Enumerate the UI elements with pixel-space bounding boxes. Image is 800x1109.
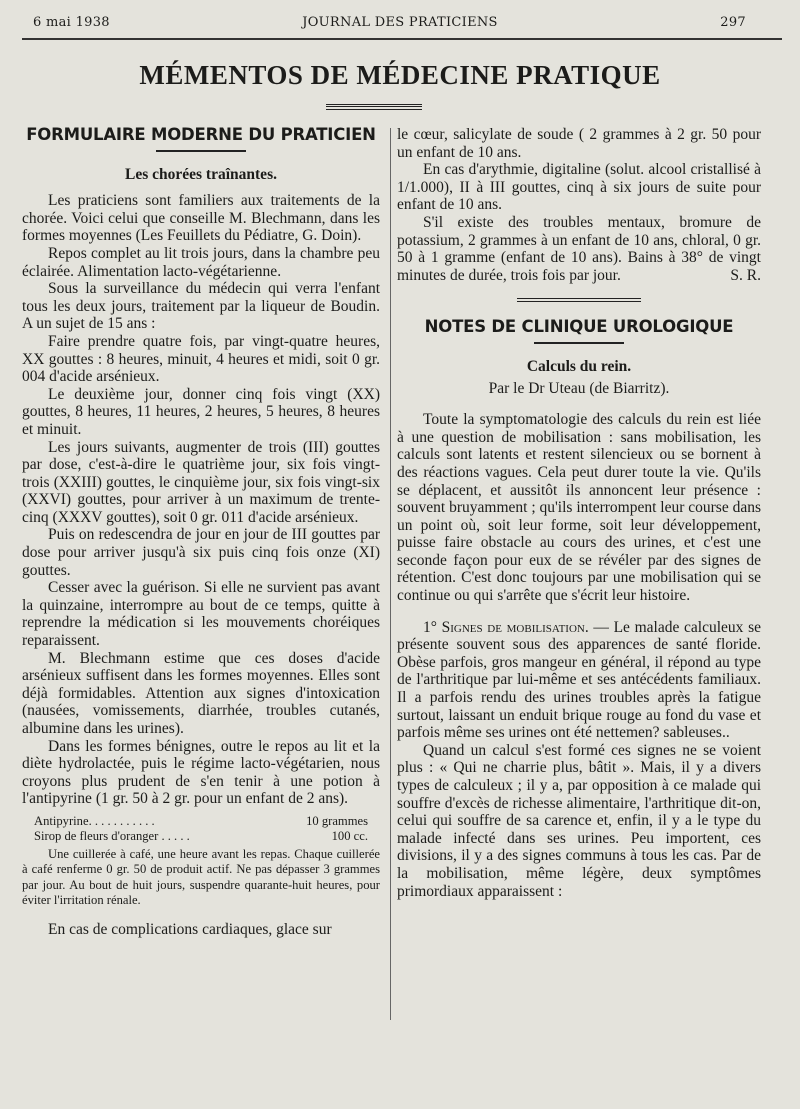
right-column: [397, 126, 761, 900]
article-byline: Par le Dr Uteau (de Biarritz).: [488, 379, 670, 397]
paragraph: Les praticiens sont familiers aux traitements de la chorée. Voici celui que conseille M. Blechmann, dans les formes moyennes (Les Feuillets du Pédiatre, G. Doin).: [22, 192, 380, 245]
masthead-rule: [326, 104, 422, 110]
masthead-title: MÉMENTOS DE MÉDECINE PRATIQUE: [139, 60, 661, 90]
section-rule: [534, 342, 624, 344]
prescription: [22, 814, 380, 845]
paragraph: [397, 214, 761, 284]
paragraph: Toute la symptomatologie des calculs du rein est liée à une question de mobilisation : sans mobilisation, les calculs sont latents et restent silencieux ou se bornent à des réactions vagues. Cela peut durer toute la vie. Qu'ils se déplacent, et aussitôt ils annoncent leur présence : souvent bruyamment ; qu'ils interrompent leur course dans un point où, soit leur forme, soit leur développement, puisse faire obstacle au cours des urines, et c'est une seconde façon pour eux de se révéler par des signes de rétention. C'est donc toujours par une mobilisation qui se continue ou qui s'arrête que s'écrit leur histoire.: [397, 411, 761, 605]
paragraph: En cas d'arythmie, digitaline (solut. alcool cristallisé à 1/1.000), II à III gouttes, cinq à six jours de suite pour enfant de 10 ans.: [397, 161, 761, 214]
paragraph: Les jours suivants, augmenter de trois (III) gouttes par dose, c'est-à-dire le quatrième jour, six fois vingt-trois (XXIII) gouttes, le cinquième jour, six fois vingt-six (XXVI) gouttes, pour arriver à un maximum de trente-cinq (XXXV gouttes), soit 0 gr. 011 d'acide arsénieux.: [22, 438, 380, 526]
paragraph: Quand un calcul s'est formé ces signes ne se voient plus : « Qui ne charrie plus, bâtit ». Mais, il y a divers types de calculeux ; il y a, par opposition à ce malade qui souffre d'excès de richesse alimentaire, l'arthritique dit-on, celui qui souffre de sa carence et, enfin, il y a le type du malade infecté dans ses urines. Peu importent, ces divisions, il y a des signes communs à tous les cas. Par de la mobilisation, même légère, deux symptômes primordiaux apparaissent :: [397, 741, 761, 900]
paragraph: le cœur, salicylate de soude ( 2 grammes à 2 gr. 50 pour un enfant de 10 ans.: [397, 126, 761, 161]
paragraph: Dans les formes bénignes, outre le repos au lit et la diète hydrolactée, puis le régime lacto-végétarien, nous croyons plus prudent de s'en tenir à une potion à l'antipyrine (1 gr. 50 à 2 gr. pour un enfant de 2 ans).: [22, 737, 380, 808]
section-title-formulaire: FORMULAIRE MODERNE DU PRATICIEN: [26, 125, 376, 144]
prescription-note: Une cuillerée à café, une heure avant les repas. Chaque cuillerée à café renferme 0 gr. 50 de produit actif. Ne pas dépasser 3 grammes par jour. Au bout de huit jours, suspendre quarante-huit heures, pour éviter l'irritation rénale.: [22, 846, 380, 908]
section-title-urologie: NOTES DE CLINIQUE UROLOGIQUE: [424, 317, 734, 337]
header-rule: [22, 38, 782, 40]
paragraph: Repos complet au lit trois jours, dans la chambre peu éclairée. Alimentation lacto-végétarienne.: [22, 244, 380, 280]
prescription-qty: 100 cc.: [331, 829, 368, 844]
prescription-item: Antipyrine. . . . . . . . . . .: [34, 813, 155, 828]
page-number: 297: [720, 15, 746, 30]
paragraph: Cesser avec la guérison. Si elle ne survient pas avant la quinzaine, interrompre au bout de ce temps, quitte à reprendre la médication si les mouvements choréiques reparaissent.: [22, 579, 380, 650]
journal-title: JOURNAL DES PRATICIENS: [302, 15, 498, 30]
paragraph: Puis on redescendra de jour en jour de III gouttes par dose pour arriver jusqu'à six puis cinq fois onze (XI) gouttes.: [22, 526, 380, 579]
prescription-line: [22, 829, 380, 845]
paragraph-text: — Le malade calculeux se présente souvent sous des apparences de santé floride. Obèse parfois, gros mangeur en général, il répond au type de l'arthritique par lui-même et ses antécédents familiaux. Il a parfois rendu des urines troubles après la fatigue surtout, laissant un enduit brique rouge au fond du vase et parfois même ses urines ont été nettemen? sableuses..: [397, 618, 761, 742]
column-divider: [390, 128, 391, 1020]
paragraph: [397, 619, 761, 742]
paragraph: En cas de complications cardiaques, glace sur: [48, 920, 332, 938]
paragraph: Faire prendre quatre fois, par vingt-quatre heures, XX gouttes : 8 heures, minuit, 4 heures et midi, soit 0 gr. 004 d'acide arsénieux.: [22, 332, 380, 386]
paragraph: M. Blechmann estime que ces doses d'acide arsénieux suffisent dans les formes moyennes. Elles sont déjà formidables. Attention aux signes d'intoxication (nausées, vomissements, diarrhée, troubles cutanés, albumine dans les urines).: [22, 649, 380, 737]
paragraph: Le deuxième jour, donner cinq fois vingt (XX) gouttes, 8 heures, 11 heures, 2 heures, 5 heures, 8 heures et minuit.: [22, 385, 380, 438]
subsection-heading: 1° Signes de mobilisation.: [423, 618, 589, 636]
section-rule: [156, 150, 246, 152]
paragraph: Sous la surveillance du médecin qui verra l'enfant tous les deux jours, traitement par la liqueur de Boudin. A un sujet de 15 ans :: [22, 280, 380, 333]
prescription-line: [22, 814, 380, 830]
prescription-item: Sirop de fleurs d'oranger . . . . .: [34, 829, 190, 844]
prescription-qty: 10 grammes: [306, 813, 368, 828]
article-subtitle-chorees: Les chorées traînantes.: [125, 165, 277, 183]
author-signature: S. R.: [730, 266, 761, 284]
paragraph-text: S'il existe des troubles mentaux, bromure de potassium, 2 grammes à un enfant de 10 ans, chloral, 0 gr. 50 à 1 gramme (enfant de 10 ans). Bains à 38° de vingt minutes de durée, trois fois par jour.: [397, 213, 761, 284]
issue-date: 6 mai 1938: [33, 15, 110, 30]
left-column: [22, 126, 380, 939]
article-subtitle-calculs: Calculs du rein.: [526, 357, 632, 375]
section-separator: [517, 298, 641, 302]
